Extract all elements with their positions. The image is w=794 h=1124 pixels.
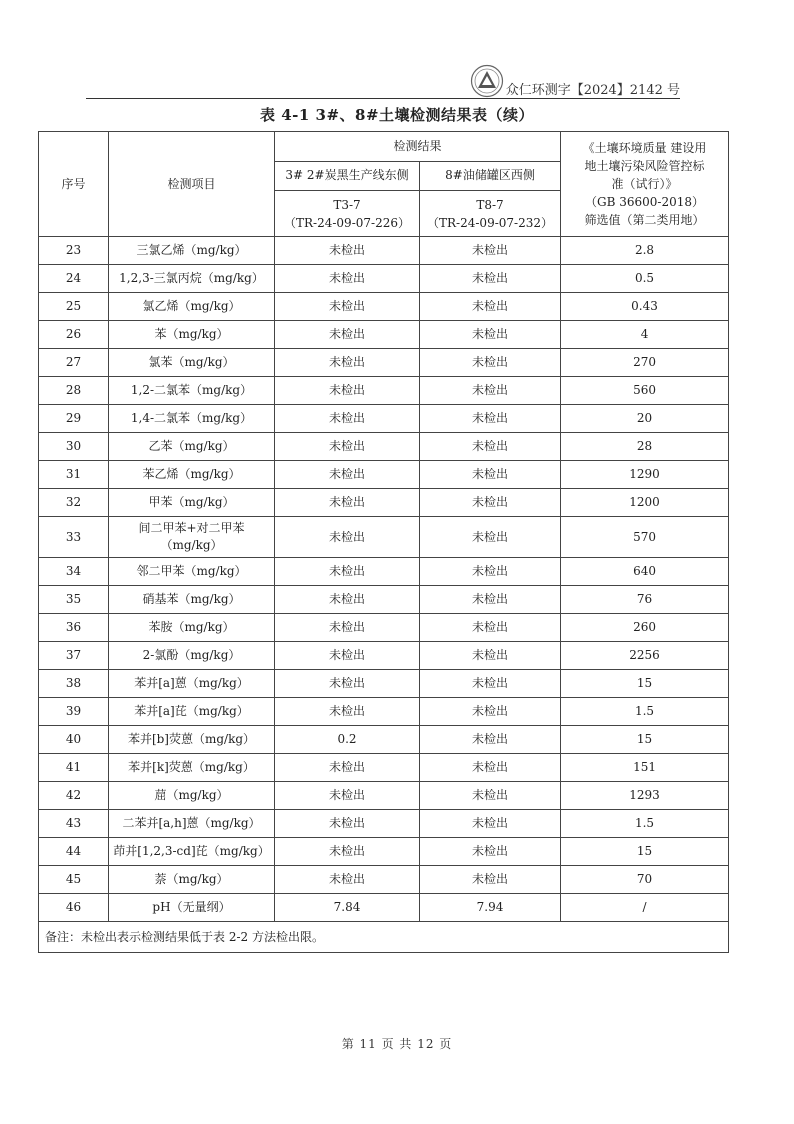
table-row [39,405,729,433]
row-item: 氯乙烯（mg/kg） [109,293,275,321]
row-site2-value: 未检出 [420,698,561,726]
row-site1-value: 未检出 [275,293,420,321]
row-item: 2-氯酚（mg/kg） [109,642,275,670]
table-row [39,461,729,489]
row-index: 37 [39,642,109,670]
row-site2-value: 未检出 [420,433,561,461]
site1-sample-id: T3-7 [333,197,361,212]
row-site2-value: 未检出 [420,586,561,614]
row-standard-value: 0.43 [561,293,729,321]
row-site2-value: 未检出 [420,670,561,698]
row-standard-value: / [561,894,729,922]
table-row [39,265,729,293]
row-standard-value: 1200 [561,489,729,517]
standard-line: 筛选值（第二类用地） [584,213,705,227]
row-standard-value: 15 [561,726,729,754]
row-site1-value: 未检出 [275,670,420,698]
site2-sample-id: T8-7 [476,197,504,212]
row-standard-value: 570 [561,517,729,558]
row-site1-value: 未检出 [275,489,420,517]
row-site2-value: 7.94 [420,894,561,922]
row-index: 39 [39,698,109,726]
row-standard-value: 20 [561,405,729,433]
row-index: 43 [39,810,109,838]
row-item: 苯并[a]芘（mg/kg） [109,698,275,726]
table-row [39,642,729,670]
table-row [39,614,729,642]
row-site2-value: 未检出 [420,321,561,349]
row-site2-value: 未检出 [420,377,561,405]
row-standard-value: 2256 [561,642,729,670]
row-site2-value: 未检出 [420,810,561,838]
row-item: 1,2,3-三氯丙烷（mg/kg） [109,265,275,293]
row-site1-value: 未检出 [275,461,420,489]
row-index: 40 [39,726,109,754]
row-index: 45 [39,866,109,894]
row-item: 䓛（mg/kg） [109,782,275,810]
row-item: 苯（mg/kg） [109,321,275,349]
row-site1-value: 未检出 [275,349,420,377]
standard-line: 准（试行）》 [611,177,678,191]
table-row [39,894,729,922]
row-item: 1,2-二氯苯（mg/kg） [109,377,275,405]
row-site1-value: 未检出 [275,405,420,433]
row-site1-value: 未检出 [275,866,420,894]
row-standard-value: 15 [561,670,729,698]
row-standard-value: 1290 [561,461,729,489]
row-site1-value: 0.2 [275,726,420,754]
row-site2-value: 未检出 [420,558,561,586]
page-header [86,62,680,99]
row-index: 41 [39,754,109,782]
site2-sample-code: （TR-24-09-07-232） [427,215,553,230]
row-item: 邻二甲苯（mg/kg） [109,558,275,586]
row-item: pH（无量纲） [109,894,275,922]
table-row [39,670,729,698]
row-index: 35 [39,586,109,614]
row-standard-value: 2.8 [561,237,729,265]
row-site1-value: 未检出 [275,321,420,349]
row-item: 甲苯（mg/kg） [109,489,275,517]
row-standard-value: 270 [561,349,729,377]
row-site1-value: 未检出 [275,433,420,461]
table-row [39,838,729,866]
row-index: 27 [39,349,109,377]
page-footer: 第 11 页 共 12 页 [341,1037,453,1051]
row-site2-value: 未检出 [420,489,561,517]
row-standard-value: 28 [561,433,729,461]
row-standard-value: 260 [561,614,729,642]
table-row [39,293,729,321]
row-site1-value: 未检出 [275,558,420,586]
table-row [39,517,729,558]
row-site2-value: 未检出 [420,782,561,810]
row-site1-value: 未检出 [275,698,420,726]
row-standard-value: 76 [561,586,729,614]
standard-line: 地土壤污染风险管控标 [584,159,705,173]
row-standard-value: 1.5 [561,698,729,726]
header-standard [561,132,729,237]
table-row [39,726,729,754]
row-item: 苯并[b]荧蒽（mg/kg） [109,726,275,754]
site1-sample-code: （TR-24-09-07-226） [284,215,410,230]
site2-name: 8#油储罐区西侧 [420,161,561,191]
row-index: 46 [39,894,109,922]
table-row [39,489,729,517]
row-index: 32 [39,489,109,517]
row-index: 26 [39,321,109,349]
row-index: 30 [39,433,109,461]
row-item: 氯苯（mg/kg） [109,349,275,377]
row-site1-value: 未检出 [275,614,420,642]
row-index: 44 [39,838,109,866]
row-standard-value: 560 [561,377,729,405]
row-item: 间二甲苯+对二甲苯（mg/kg） [109,517,275,558]
row-standard-value: 70 [561,866,729,894]
row-site1-value: 未检出 [275,782,420,810]
row-site1-value: 未检出 [275,237,420,265]
site2-sample [420,191,561,237]
row-site2-value: 未检出 [420,726,561,754]
row-site2-value: 未检出 [420,517,561,558]
row-site2-value: 未检出 [420,642,561,670]
table-row [39,782,729,810]
row-site1-value: 7.84 [275,894,420,922]
table-row [39,377,729,405]
row-site1-value: 未检出 [275,642,420,670]
row-index: 28 [39,377,109,405]
site1-name: 3# 2#炭黑生产线东侧 [275,161,420,191]
row-item: 二苯并[a,h]蒽（mg/kg） [109,810,275,838]
row-site2-value: 未检出 [420,461,561,489]
row-site1-value: 未检出 [275,265,420,293]
table-row [39,866,729,894]
row-item: 乙苯（mg/kg） [109,433,275,461]
row-site1-value: 未检出 [275,838,420,866]
row-item: 苯乙烯（mg/kg） [109,461,275,489]
table-row [39,321,729,349]
row-index: 38 [39,670,109,698]
row-site1-value: 未检出 [275,377,420,405]
site1-sample [275,191,420,237]
row-site1-value: 未检出 [275,810,420,838]
standard-line: （GB 36600-2018） [585,195,705,209]
row-standard-value: 0.5 [561,265,729,293]
table-title: 表 4-1 3#、8#土壤检测结果表（续） [259,106,535,124]
row-item: 苯并[k]荧蒽（mg/kg） [109,754,275,782]
row-site2-value: 未检出 [420,349,561,377]
table-row [39,754,729,782]
row-item: 三氯乙烯（mg/kg） [109,237,275,265]
row-index: 33 [39,517,109,558]
row-site2-value: 未检出 [420,405,561,433]
row-index: 34 [39,558,109,586]
header-results: 检测结果 [275,132,561,162]
table-row [39,237,729,265]
company-logo-icon [470,64,504,98]
table-row [39,586,729,614]
table-note: 备注：未检出表示检测结果低于表 2-2 方法检出限。 [39,922,729,953]
row-index: 29 [39,405,109,433]
results-table [38,131,729,953]
row-standard-value: 1.5 [561,810,729,838]
row-index: 42 [39,782,109,810]
row-site2-value: 未检出 [420,754,561,782]
row-item: 萘（mg/kg） [109,866,275,894]
row-item: 茚并[1,2,3-cd]芘（mg/kg） [109,838,275,866]
table-row [39,810,729,838]
row-index: 36 [39,614,109,642]
row-site2-value: 未检出 [420,265,561,293]
table-row [39,558,729,586]
row-site2-value: 未检出 [420,614,561,642]
report-number: 众仁环测字【2024】2142 号 [505,83,680,98]
row-site2-value: 未检出 [420,838,561,866]
header-item: 检测项目 [109,132,275,237]
note-row [39,922,729,953]
row-standard-value: 640 [561,558,729,586]
row-item: 苯胺（mg/kg） [109,614,275,642]
row-standard-value: 4 [561,321,729,349]
table-row [39,349,729,377]
row-index: 24 [39,265,109,293]
standard-line: 《土壤环境质量 建设用 [582,141,707,155]
row-site1-value: 未检出 [275,517,420,558]
table-row [39,433,729,461]
row-standard-value: 151 [561,754,729,782]
row-site1-value: 未检出 [275,586,420,614]
row-item: 硝基苯（mg/kg） [109,586,275,614]
row-site1-value: 未检出 [275,754,420,782]
row-item: 苯并[a]蒽（mg/kg） [109,670,275,698]
row-site2-value: 未检出 [420,237,561,265]
row-site2-value: 未检出 [420,293,561,321]
header-index: 序号 [39,132,109,237]
row-standard-value: 15 [561,838,729,866]
row-standard-value: 1293 [561,782,729,810]
row-item: 1,4-二氯苯（mg/kg） [109,405,275,433]
row-index: 25 [39,293,109,321]
table-row [39,698,729,726]
row-index: 23 [39,237,109,265]
row-site2-value: 未检出 [420,866,561,894]
row-index: 31 [39,461,109,489]
